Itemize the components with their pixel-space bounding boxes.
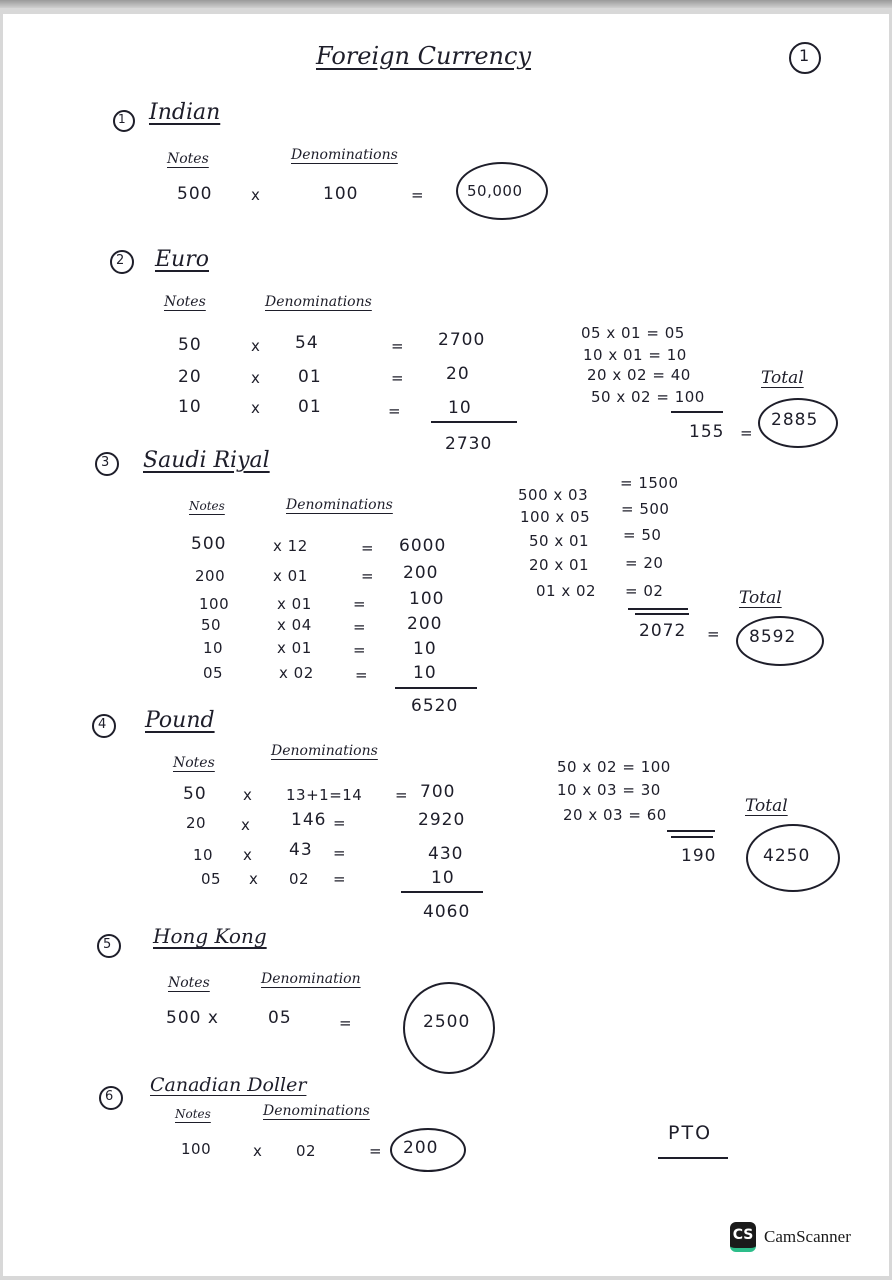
denominations-label: Denominations <box>263 1103 370 1119</box>
pto-note: PTO <box>668 1122 713 1144</box>
page-title: Foreign Currency <box>316 42 532 70</box>
coin-line: 20 x 01 <box>529 556 590 574</box>
cell: 2920 <box>418 810 466 830</box>
cell: = <box>391 337 405 355</box>
section-heading-hong-kong: Hong Kong <box>153 924 267 948</box>
cell: 02 <box>296 1142 317 1160</box>
scanner-top-bar <box>0 0 892 8</box>
cell: x <box>243 786 253 804</box>
denominations-label: Denominations <box>265 294 372 310</box>
total-label: Total <box>739 588 782 608</box>
cell: 100 <box>323 184 359 204</box>
cell: 200 <box>195 567 226 585</box>
cell: 13+1=14 <box>286 786 363 804</box>
cell: 01 <box>298 367 322 387</box>
cell: 10 <box>413 639 437 659</box>
cell: 10 <box>203 639 224 657</box>
cell: = <box>339 1014 353 1032</box>
notes-label: Notes <box>173 755 215 771</box>
pto-underline <box>658 1157 728 1159</box>
section-number: 4 <box>98 717 107 732</box>
total-value: 8592 <box>749 627 797 647</box>
cell: 50 <box>178 335 202 355</box>
cell: = <box>391 369 405 387</box>
cell: = <box>355 666 369 684</box>
notes-label: Notes <box>164 294 206 310</box>
cell: 20 <box>446 364 470 384</box>
cell: = <box>353 595 367 613</box>
cell: 2700 <box>438 330 486 350</box>
cell: = <box>411 186 425 204</box>
cell: 430 <box>428 844 464 864</box>
section-heading-saudi-riyal: Saudi Riyal <box>143 448 270 473</box>
coins-total: 155 <box>689 422 725 442</box>
coins-total: 190 <box>681 846 717 866</box>
cell: 6000 <box>399 536 447 556</box>
coin-line: = 1500 <box>620 474 679 492</box>
coins-total: 2072 <box>639 621 687 641</box>
cell: x 02 <box>279 664 314 682</box>
denominations-label: Denominations <box>291 147 398 163</box>
cell: x <box>243 846 253 864</box>
coin-line: 100 x 05 <box>520 508 591 526</box>
equals-sign: = <box>707 625 721 643</box>
denominations-label: Denominations <box>286 497 393 513</box>
cell: 02 <box>289 870 310 888</box>
coin-line: 05 x 01 = 05 <box>581 324 685 342</box>
cell: 10 <box>448 398 472 418</box>
cell: 500 x <box>166 1008 219 1028</box>
cell: 200 <box>407 614 443 634</box>
cell: 05 <box>268 1008 292 1028</box>
cell: x <box>251 186 261 204</box>
cell: 700 <box>420 782 456 802</box>
camscanner-logo: CS <box>730 1222 756 1252</box>
cell: 01 <box>298 397 322 417</box>
page-number: 1 <box>799 46 810 65</box>
cell: = <box>388 402 402 420</box>
subtotal: 2730 <box>445 434 493 454</box>
cell: = <box>333 844 347 862</box>
cell: x <box>241 816 251 834</box>
sum-line <box>671 411 723 413</box>
cell: x <box>253 1142 263 1160</box>
cell: 10 <box>178 397 202 417</box>
result-value: 2500 <box>423 1012 471 1032</box>
cell: x <box>251 369 261 387</box>
coin-line: = 02 <box>625 582 664 600</box>
sum-line <box>667 830 715 832</box>
section-heading-euro: Euro <box>155 247 209 272</box>
total-label: Total <box>761 368 804 388</box>
coin-line: 500 x 03 <box>518 486 589 504</box>
section-number: 5 <box>103 937 112 952</box>
cell: 10 <box>431 868 455 888</box>
coin-line: 50 x 02 = 100 <box>557 758 671 776</box>
scanned-page <box>3 14 889 1276</box>
cell: 100 <box>409 589 445 609</box>
cell: x 01 <box>273 567 308 585</box>
coin-line: 01 x 02 <box>536 582 597 600</box>
section-heading-pound: Pound <box>145 708 215 733</box>
cell: = <box>361 539 375 557</box>
sum-line <box>395 687 477 689</box>
total-label: Total <box>745 796 788 816</box>
total-value: 4250 <box>763 846 811 866</box>
cell: x 04 <box>277 616 312 634</box>
section-number: 1 <box>118 112 126 126</box>
cell: x <box>251 337 261 355</box>
subtotal: 4060 <box>423 902 471 922</box>
cell: = <box>369 1142 383 1160</box>
section-number: 2 <box>116 253 125 268</box>
cell: 50 <box>183 784 207 804</box>
cell: 05 <box>203 664 224 682</box>
cell: = <box>353 641 367 659</box>
cell: 200 <box>403 563 439 583</box>
notes-label: Notes <box>189 499 225 513</box>
cell: 50 <box>201 616 222 634</box>
subtotal: 6520 <box>411 696 459 716</box>
camscanner-brand: CamScanner <box>764 1227 851 1246</box>
sum-line <box>628 608 688 610</box>
coin-line: = 20 <box>625 554 664 572</box>
cell: x 01 <box>277 595 312 613</box>
cell: 05 <box>201 870 222 888</box>
denominations-label: Denominations <box>271 743 378 759</box>
cell: 43 <box>289 840 313 860</box>
notes-label: Notes <box>175 1107 211 1121</box>
coin-line: 10 x 03 = 30 <box>557 781 661 799</box>
coin-line: 10 x 01 = 10 <box>583 346 687 364</box>
cell: x <box>249 870 259 888</box>
cell: x 12 <box>273 537 308 555</box>
sum-line <box>635 613 689 615</box>
section-heading-canadian-doller: Canadian Doller <box>150 1074 307 1096</box>
coin-line: 20 x 03 = 60 <box>563 806 667 824</box>
result-value: 50,000 <box>467 182 523 200</box>
equals-sign: = <box>740 424 754 442</box>
cell: x 01 <box>277 639 312 657</box>
cell: 100 <box>199 595 230 613</box>
sum-line <box>401 891 483 893</box>
coin-line: = 50 <box>623 526 662 544</box>
cell: 54 <box>295 333 319 353</box>
total-value: 2885 <box>771 410 819 430</box>
section-number: 3 <box>101 455 110 470</box>
result-value: 200 <box>403 1138 439 1158</box>
sum-line <box>671 836 713 838</box>
section-heading-indian: Indian <box>149 100 221 125</box>
section-number: 6 <box>105 1089 114 1104</box>
cell: = <box>361 567 375 585</box>
cell: 10 <box>193 846 214 864</box>
cell: 10 <box>413 663 437 683</box>
cell: 20 <box>186 814 207 832</box>
cell: 146 <box>291 810 327 830</box>
cell: 20 <box>178 367 202 387</box>
denomination-label: Denomination <box>261 971 361 987</box>
cell: x <box>251 399 261 417</box>
cell: 500 <box>177 184 213 204</box>
notes-label: Notes <box>168 975 210 991</box>
cell: 500 <box>191 534 227 554</box>
cell: = <box>395 786 409 804</box>
coin-line: 50 x 01 <box>529 532 590 550</box>
coin-line: = 500 <box>621 500 670 518</box>
coin-line: 50 x 02 = 100 <box>591 388 705 406</box>
cell: = <box>333 870 347 888</box>
sum-line <box>431 421 517 423</box>
cell: = <box>353 618 367 636</box>
cell: 100 <box>181 1140 212 1158</box>
coin-line: 20 x 02 = 40 <box>587 366 691 384</box>
notes-label: Notes <box>167 151 209 167</box>
cell: = <box>333 814 347 832</box>
